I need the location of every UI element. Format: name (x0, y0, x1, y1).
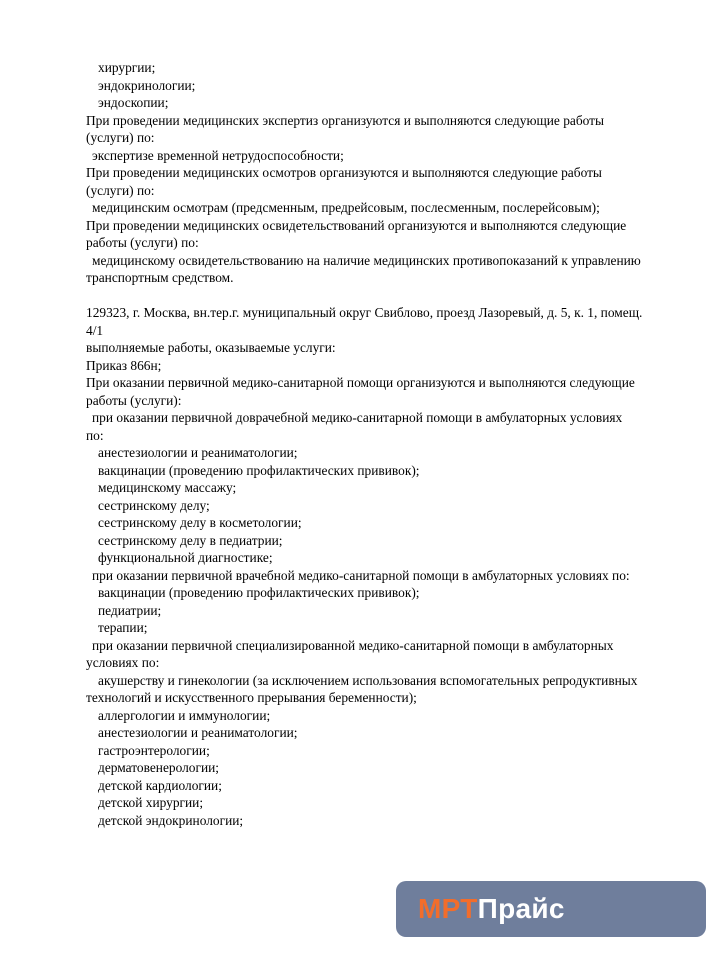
document-line: при оказании первичной специализированной медико-санитарной помощи в амбулаторных (92, 637, 614, 653)
document-line: сестринскому делу в педиатрии; (98, 532, 283, 548)
document-line: по: (86, 427, 104, 443)
document-line: при оказании первичной доврачебной медико-санитарной помощи в амбулаторных условиях (92, 410, 623, 425)
document-line: При проведении медицинских освидетельствований организуются и выполняются следующие (86, 217, 627, 233)
document-line: медицинским осмотрам (предсменным, предрейсовым, послесменным, послерейсовым); (92, 200, 600, 215)
document-line: эндоскопии; (98, 95, 169, 110)
document-line: Приказ 866н; (86, 357, 162, 373)
document-line: (услуги) по: (86, 182, 155, 198)
document-line: выполняемые работы, оказываемые услуги: (86, 340, 336, 355)
document-line: При проведении медицинских осмотров организуются и выполняются следующие работы (86, 165, 602, 180)
document-line: условиях по: (86, 655, 160, 670)
document-line: технологий и искусственного прерывания беременности); (86, 690, 417, 705)
document-line: аллергологии и иммунологии; (98, 707, 271, 723)
document-line: терапии; (98, 620, 148, 635)
document-line: эндокринологии; (98, 77, 196, 93)
document-line: работы (услуги) по: (86, 235, 199, 250)
document-line: педиатрии; (98, 602, 162, 618)
document-line: детской кардиологии; (98, 777, 222, 793)
document-line: вакцинации (проведению профилактических прививок); (98, 462, 420, 478)
document-line: дерматовенерологии; (98, 760, 220, 775)
document-line: При проведении медицинских экспертиз организуются и выполняются следующие работы (86, 112, 605, 128)
document-line: при оказании первичной врачебной медико-санитарной помощи в амбулаторных условиях по: (92, 567, 630, 583)
document-line: анестезиологии и реаниматологии; (98, 725, 298, 740)
document-line: вакцинации (проведению профилактических прививок); (98, 585, 420, 600)
blank-line (86, 287, 696, 305)
document-line: сестринскому делу; (98, 497, 210, 513)
document-line: анестезиологии и реаниматологии; (98, 445, 298, 460)
document-line: медицинскому освидетельствованию на наличие медицинских противопоказаний к управлению (92, 252, 641, 268)
document-line: акушерству и гинекологии (за исключением использования вспомогательных репродуктивных (98, 672, 638, 688)
document-body (86, 59, 696, 829)
document-line: работы (услуги): (86, 392, 182, 408)
document-line: 129323, г. Москва, вн.тер.г. муниципальный округ Свиблово, проезд Лазоревый, д. 5, к. 1, помещ. (86, 305, 643, 320)
document-line: хирургии; (98, 60, 156, 75)
mrtprice-logo (396, 881, 706, 937)
document-line: медицинскому массажу; (98, 480, 237, 495)
document-line: детской хирургии; (98, 795, 204, 810)
logo-part-price: Прайс (477, 893, 565, 924)
document-line: экспертизе временной нетрудоспособности; (92, 147, 344, 163)
document-line: функциональной диагностике; (98, 550, 273, 565)
document-line: сестринскому делу в косметологии; (98, 515, 302, 530)
document-line: транспортным средством. (86, 270, 234, 285)
logo-part-mrt: МРТ (418, 893, 478, 924)
document-line: При оказании первичной медико-санитарной помощи организуются и выполняются следующие (86, 375, 635, 390)
document-line: детской эндокринологии; (98, 812, 244, 828)
document-line: гастроэнтерологии; (98, 742, 210, 758)
document-line: 4/1 (86, 322, 104, 338)
document-line: (услуги) по: (86, 130, 155, 145)
